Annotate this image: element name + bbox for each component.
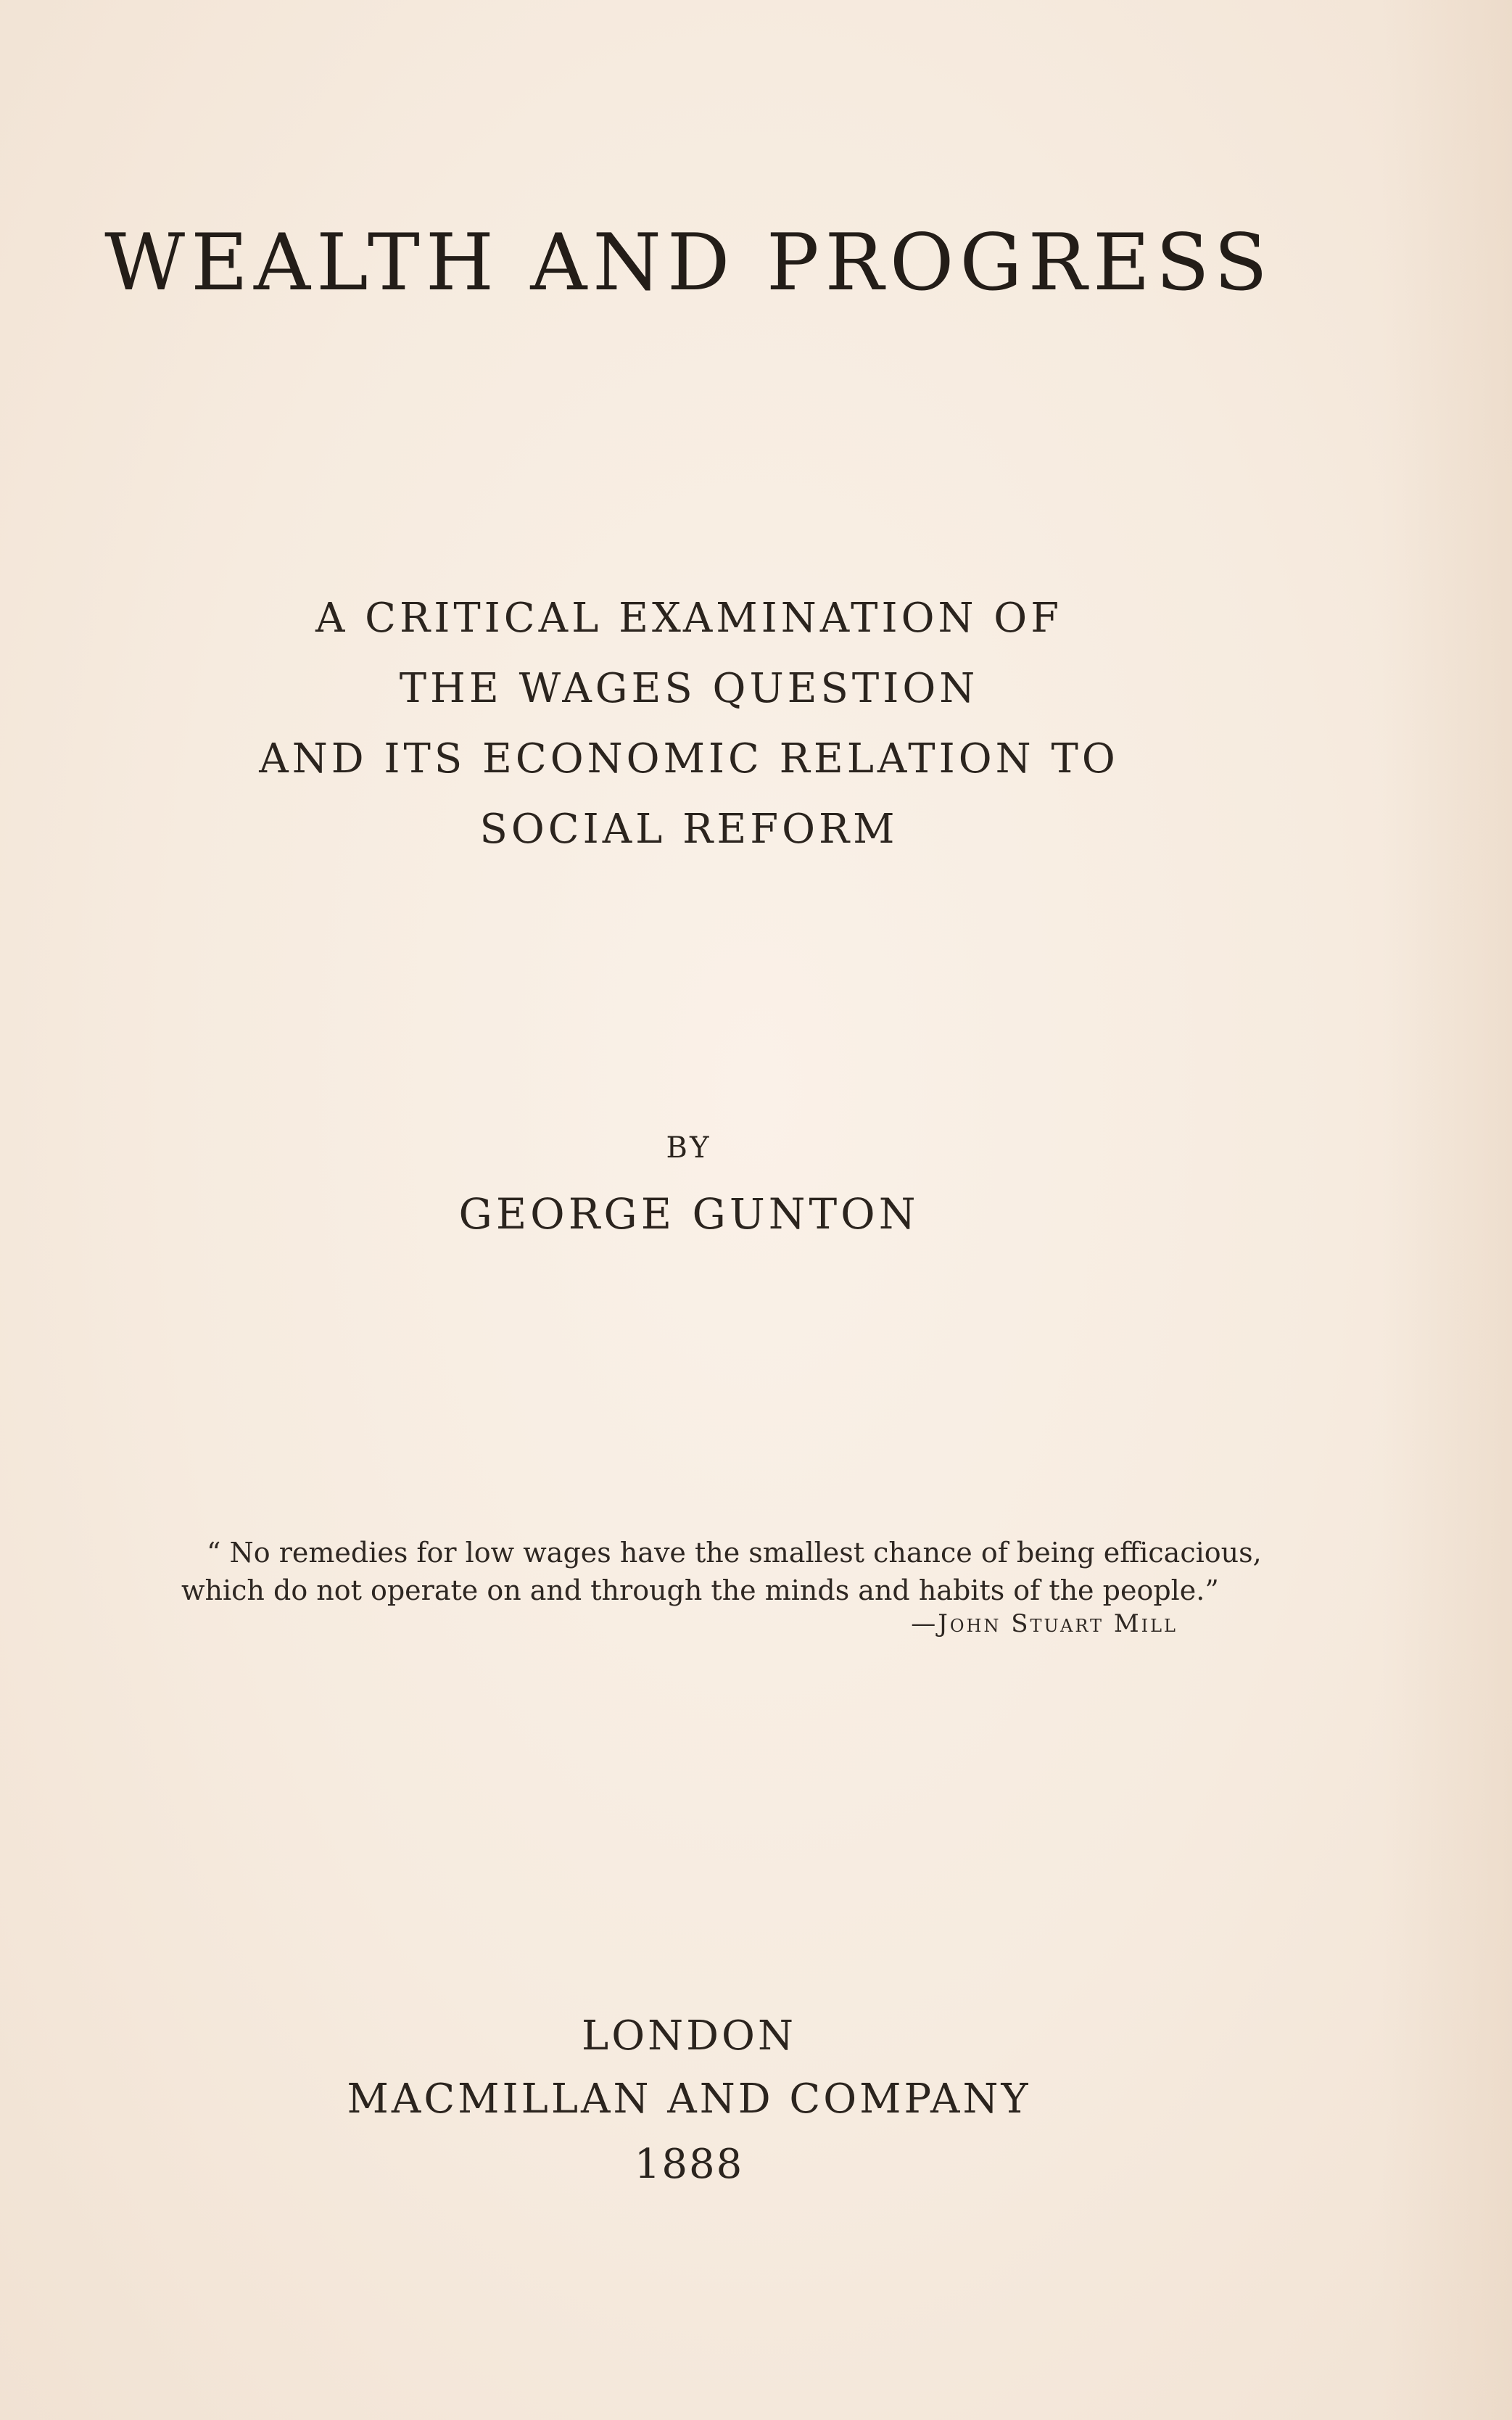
subtitle-line-3: AND ITS ECONOMIC RELATION TO [259,735,1119,782]
byline-by: BY [666,1131,712,1165]
author-name: GEORGE GUNTON [458,1189,920,1239]
subtitle-line-2: THE WAGES QUESTION [399,665,979,712]
epigraph-attribution: —John Stuart Mill [911,1609,1178,1638]
book-title: WEALTH AND PROGRESS [104,218,1273,308]
imprint-year: 1888 [634,2141,744,2188]
subtitle-line-4: SOCIAL REFORM [479,806,898,853]
subtitle-line-1: A CRITICAL EXAMINATION OF [315,595,1063,642]
imprint-city: LONDON [582,2012,796,2060]
epigraph-line-2: which do not operate on and through the minds and habits of the people.” [181,1574,1219,1606]
epigraph-line-1: “ No remedies for low wages have the smallest chance of being efficacious, [207,1537,1262,1569]
imprint-publisher: MACMILLAN AND COMPANY [347,2076,1031,2123]
